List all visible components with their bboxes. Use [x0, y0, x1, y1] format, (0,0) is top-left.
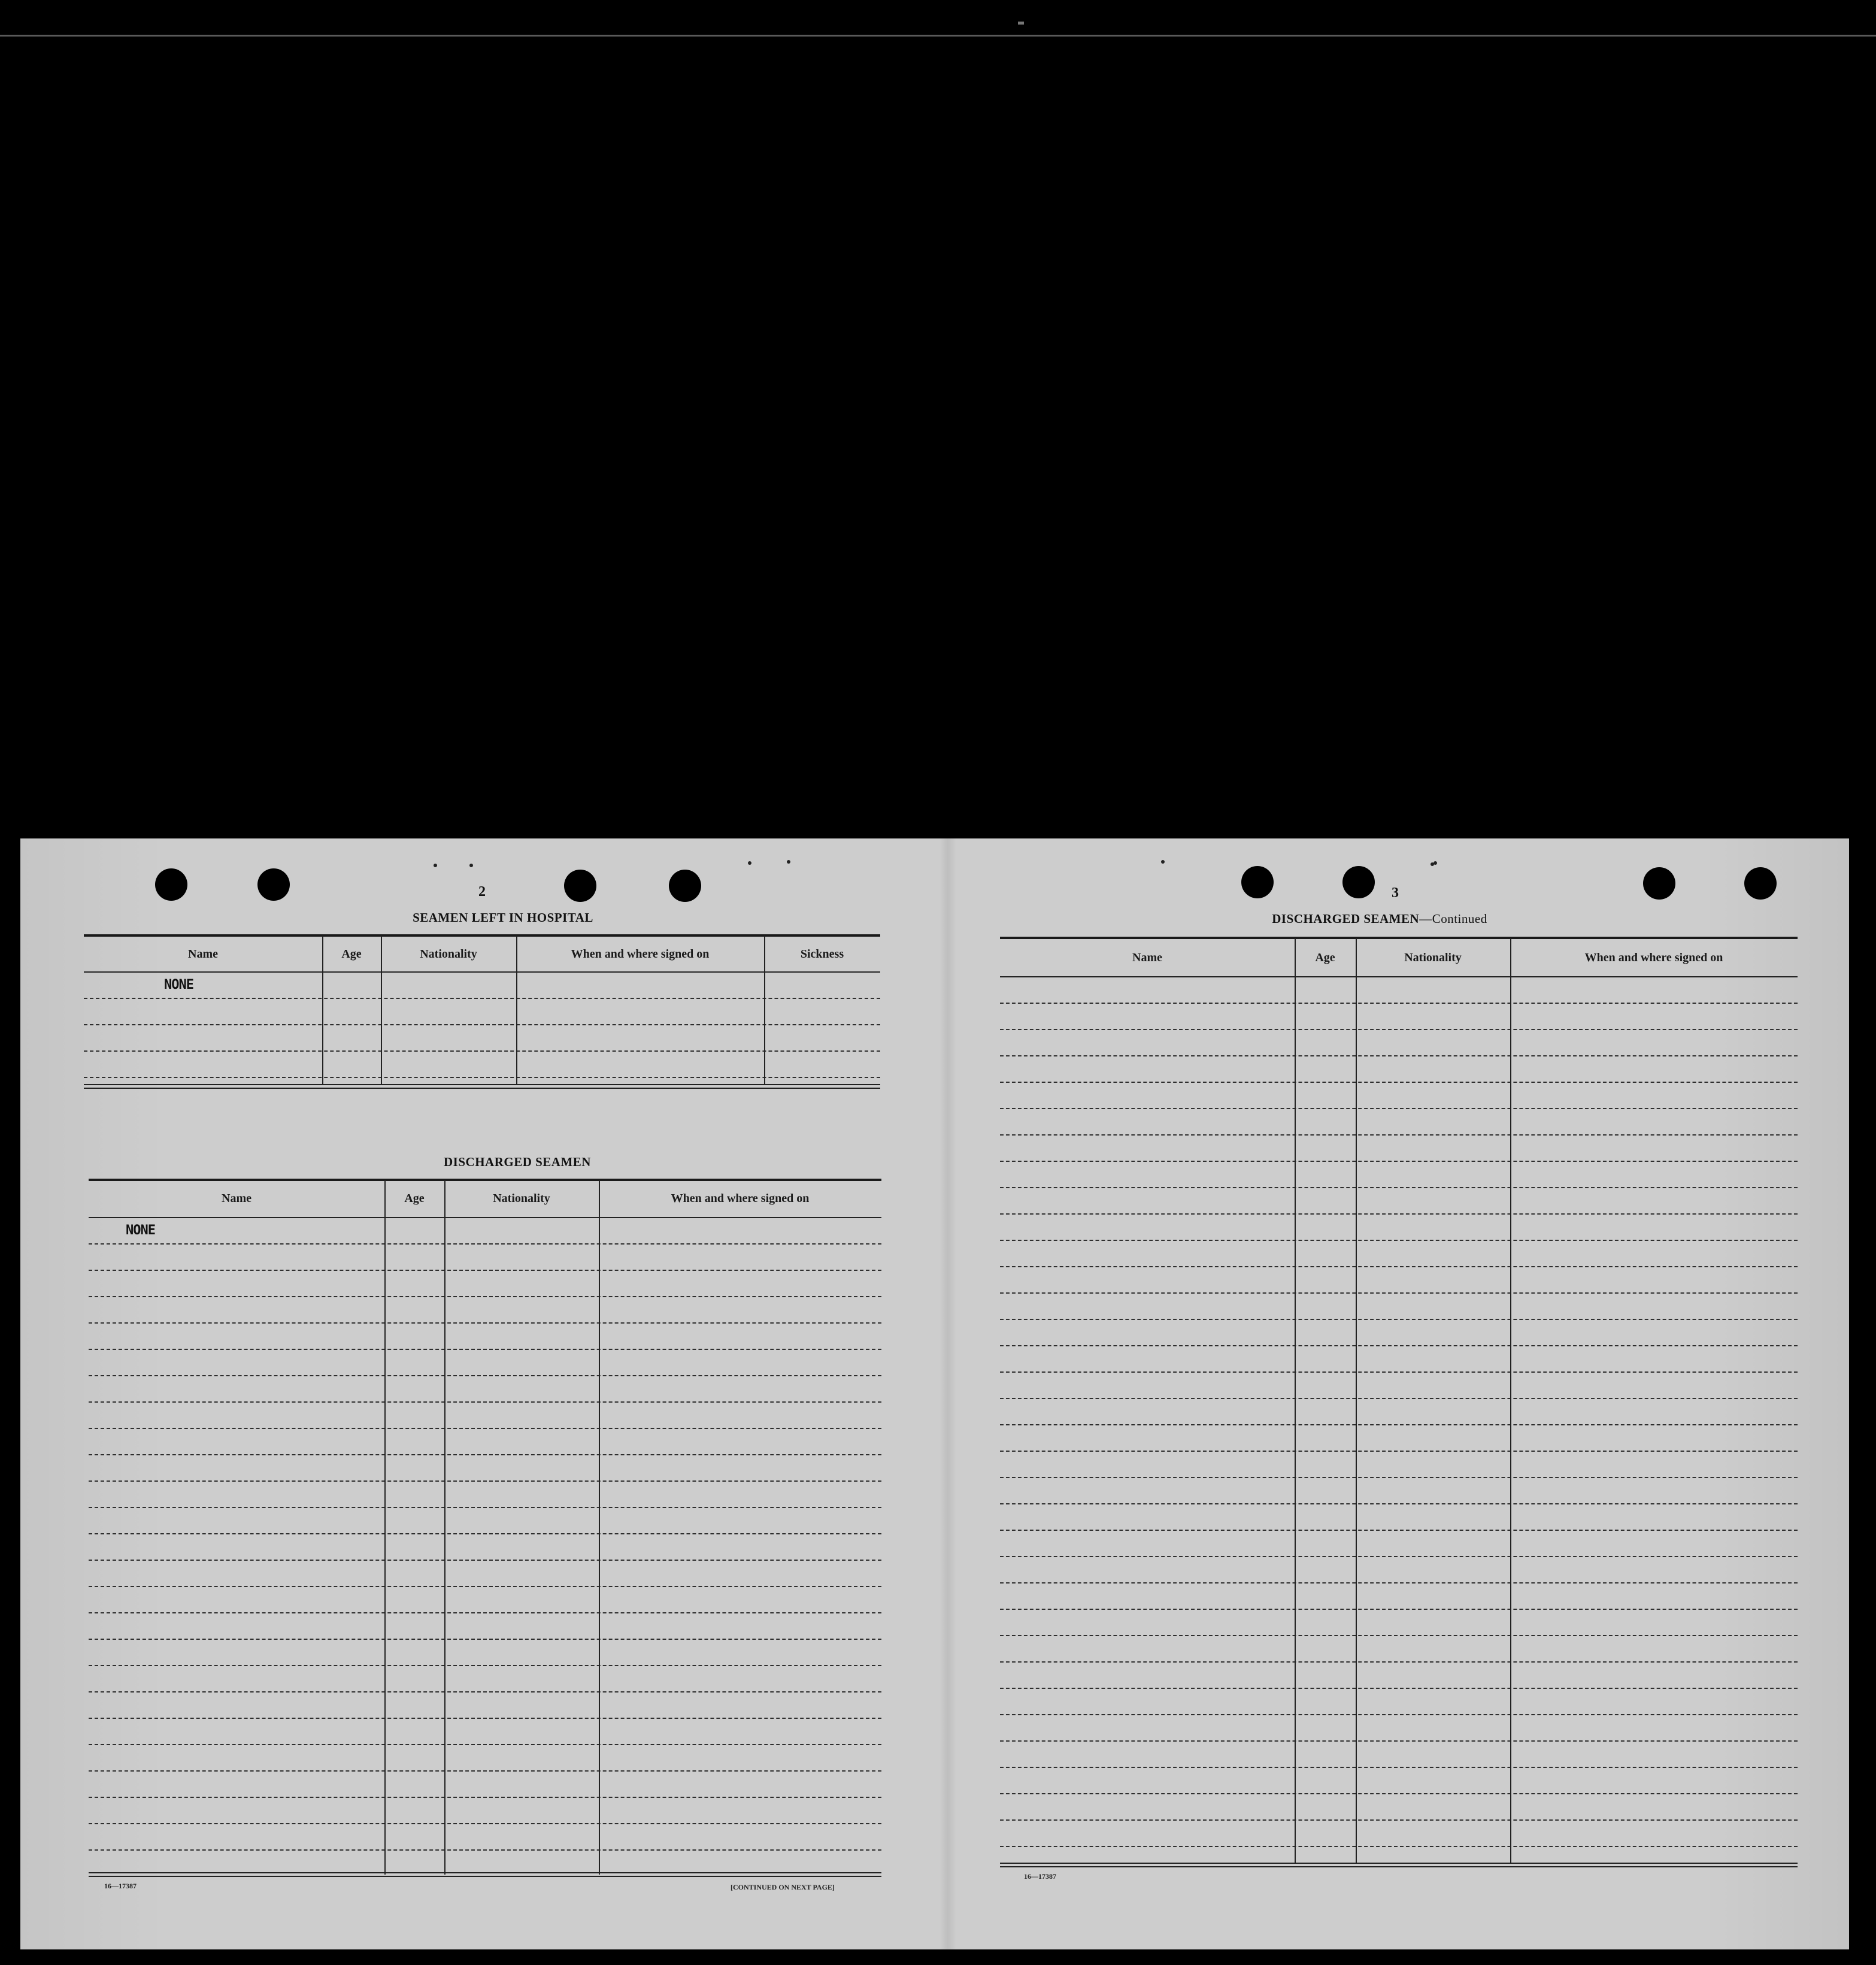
table-row: [1000, 1055, 1798, 1056]
column-header-name: Name: [1132, 951, 1162, 964]
table-row: [84, 998, 880, 999]
table-row: [1000, 1609, 1798, 1610]
table-row: [89, 1718, 881, 1719]
punch-hole: [1643, 867, 1675, 900]
column-header-nationality: Nationality: [493, 1192, 550, 1205]
column-header-signed-on: When and where signed on: [1584, 951, 1723, 964]
punch-hole: [1744, 867, 1777, 900]
punch-hole: [257, 868, 290, 901]
table-row: [1000, 1108, 1798, 1109]
table-row: [1000, 1082, 1798, 1083]
table-rule: [1000, 937, 1798, 939]
punch-hole: [1342, 866, 1375, 898]
table-row: [89, 1797, 881, 1798]
title-main: DISCHARGED SEAMEN: [1272, 912, 1420, 926]
scan-mark: [1018, 22, 1024, 25]
table-rule: [89, 1217, 881, 1218]
table-rule: [84, 934, 880, 937]
column-header-signed-on: When and where signed on: [571, 947, 710, 961]
page-number-right: 3: [1392, 885, 1399, 901]
table-row: [1000, 1688, 1798, 1689]
table-row: [1000, 1714, 1798, 1715]
table-row: [89, 1507, 881, 1508]
table-row: [1000, 1451, 1798, 1452]
center-fold: [939, 838, 956, 1949]
table-row: [89, 1375, 881, 1376]
table-row: [89, 1770, 881, 1772]
table-rule: [89, 1872, 881, 1873]
table-rule: [89, 1179, 881, 1181]
table-row: [1000, 1503, 1798, 1504]
table-row: [89, 1612, 881, 1613]
form-number-right: 16—17387: [1024, 1872, 1056, 1881]
title-suffix: —Continued: [1419, 912, 1487, 926]
table-row: [1000, 1477, 1798, 1478]
column-divider: [384, 1180, 386, 1875]
discharged-continued-table: [1000, 937, 1798, 1877]
page-number-left: 2: [478, 884, 486, 900]
table-row: [89, 1691, 881, 1692]
table-row: [89, 1744, 881, 1745]
form-number-left: 16—17387: [104, 1882, 137, 1890]
table-row: [1000, 1635, 1798, 1636]
column-header-name: Name: [188, 947, 218, 961]
speck: [469, 864, 473, 867]
table-row: [1000, 1819, 1798, 1821]
column-divider: [444, 1180, 445, 1875]
table-row: [84, 1024, 880, 1025]
column-divider: [599, 1180, 600, 1875]
table-row: [1000, 1292, 1798, 1294]
table-row: [89, 1665, 881, 1666]
table-row: [1000, 1530, 1798, 1531]
table-row: [1000, 1793, 1798, 1794]
column-divider: [1295, 938, 1296, 1864]
column-divider: [1510, 938, 1511, 1864]
column-header-name: Name: [222, 1192, 251, 1205]
punch-hole: [155, 868, 187, 901]
table-row: [1000, 1319, 1798, 1320]
table-row: [89, 1454, 881, 1455]
table-rule: [89, 1876, 881, 1877]
table-row: [1000, 1213, 1798, 1215]
punch-hole: [564, 870, 596, 902]
table-row: [1000, 1266, 1798, 1267]
column-header-nationality: Nationality: [420, 947, 477, 961]
punch-hole: [669, 870, 701, 902]
column-divider: [1356, 938, 1357, 1864]
hospital-table: [84, 934, 880, 1090]
table-row: [89, 1823, 881, 1824]
table-rule: [1000, 976, 1798, 977]
table-row: [1000, 1134, 1798, 1136]
table-row: [1000, 1003, 1798, 1004]
typed-entry: NONE: [126, 1223, 155, 1238]
column-header-age: Age: [1315, 951, 1335, 964]
speck: [434, 864, 437, 867]
table-row: [1000, 1161, 1798, 1162]
speck: [787, 860, 790, 864]
table-row: [1000, 1240, 1798, 1241]
table-row: [1000, 1556, 1798, 1557]
column-header-nationality: Nationality: [1404, 951, 1462, 964]
table-row: [89, 1322, 881, 1324]
table-row: [1000, 1398, 1798, 1399]
speck: [748, 861, 751, 865]
column-header-age: Age: [404, 1192, 425, 1205]
table-row: [1000, 1187, 1798, 1188]
column-header-age: Age: [341, 947, 362, 961]
typed-entry: NONE: [164, 977, 193, 992]
table-row: [1000, 1582, 1798, 1583]
table-row: [1000, 1371, 1798, 1373]
speck: [1433, 861, 1437, 865]
table-row: [89, 1560, 881, 1561]
column-header-signed-on: When and where signed on: [671, 1192, 810, 1205]
scan-border: [0, 35, 1876, 37]
continued-note: [CONTINUED ON NEXT PAGE]: [731, 1883, 835, 1891]
manifest-sheet: [20, 838, 1849, 1949]
table-row: [89, 1849, 881, 1851]
table-rule: [84, 971, 880, 973]
discharged-continued-title: [1224, 912, 1535, 927]
table-row: [89, 1296, 881, 1297]
discharged-table: [89, 1179, 881, 1879]
table-row: [89, 1586, 881, 1587]
punch-hole: [1241, 866, 1274, 898]
table-row: [89, 1480, 881, 1482]
table-row: [89, 1270, 881, 1271]
table-row: [1000, 1740, 1798, 1742]
table-rule: [84, 1088, 880, 1089]
table-rule: [84, 1084, 880, 1085]
speck: [1161, 860, 1165, 864]
table-row: [89, 1428, 881, 1429]
table-row: [1000, 1846, 1798, 1847]
table-row: [84, 1077, 880, 1078]
table-row: [1000, 1661, 1798, 1663]
table-row: [1000, 1345, 1798, 1346]
table-row: [89, 1639, 881, 1640]
table-row: [89, 1533, 881, 1534]
table-row: [1000, 1424, 1798, 1425]
table-row: [89, 1349, 881, 1350]
discharged-section-title: DISCHARGED SEAMEN: [444, 1155, 591, 1169]
table-row: [84, 1050, 880, 1052]
table-rule: [1000, 1863, 1798, 1864]
table-row: [89, 1243, 881, 1245]
table-row: [1000, 1767, 1798, 1768]
table-row: [89, 1401, 881, 1403]
hospital-section-title: SEAMEN LEFT IN HOSPITAL: [413, 910, 593, 925]
table-rule: [1000, 1866, 1798, 1867]
table-row: [1000, 1029, 1798, 1030]
column-header-sickness: Sickness: [800, 947, 844, 961]
